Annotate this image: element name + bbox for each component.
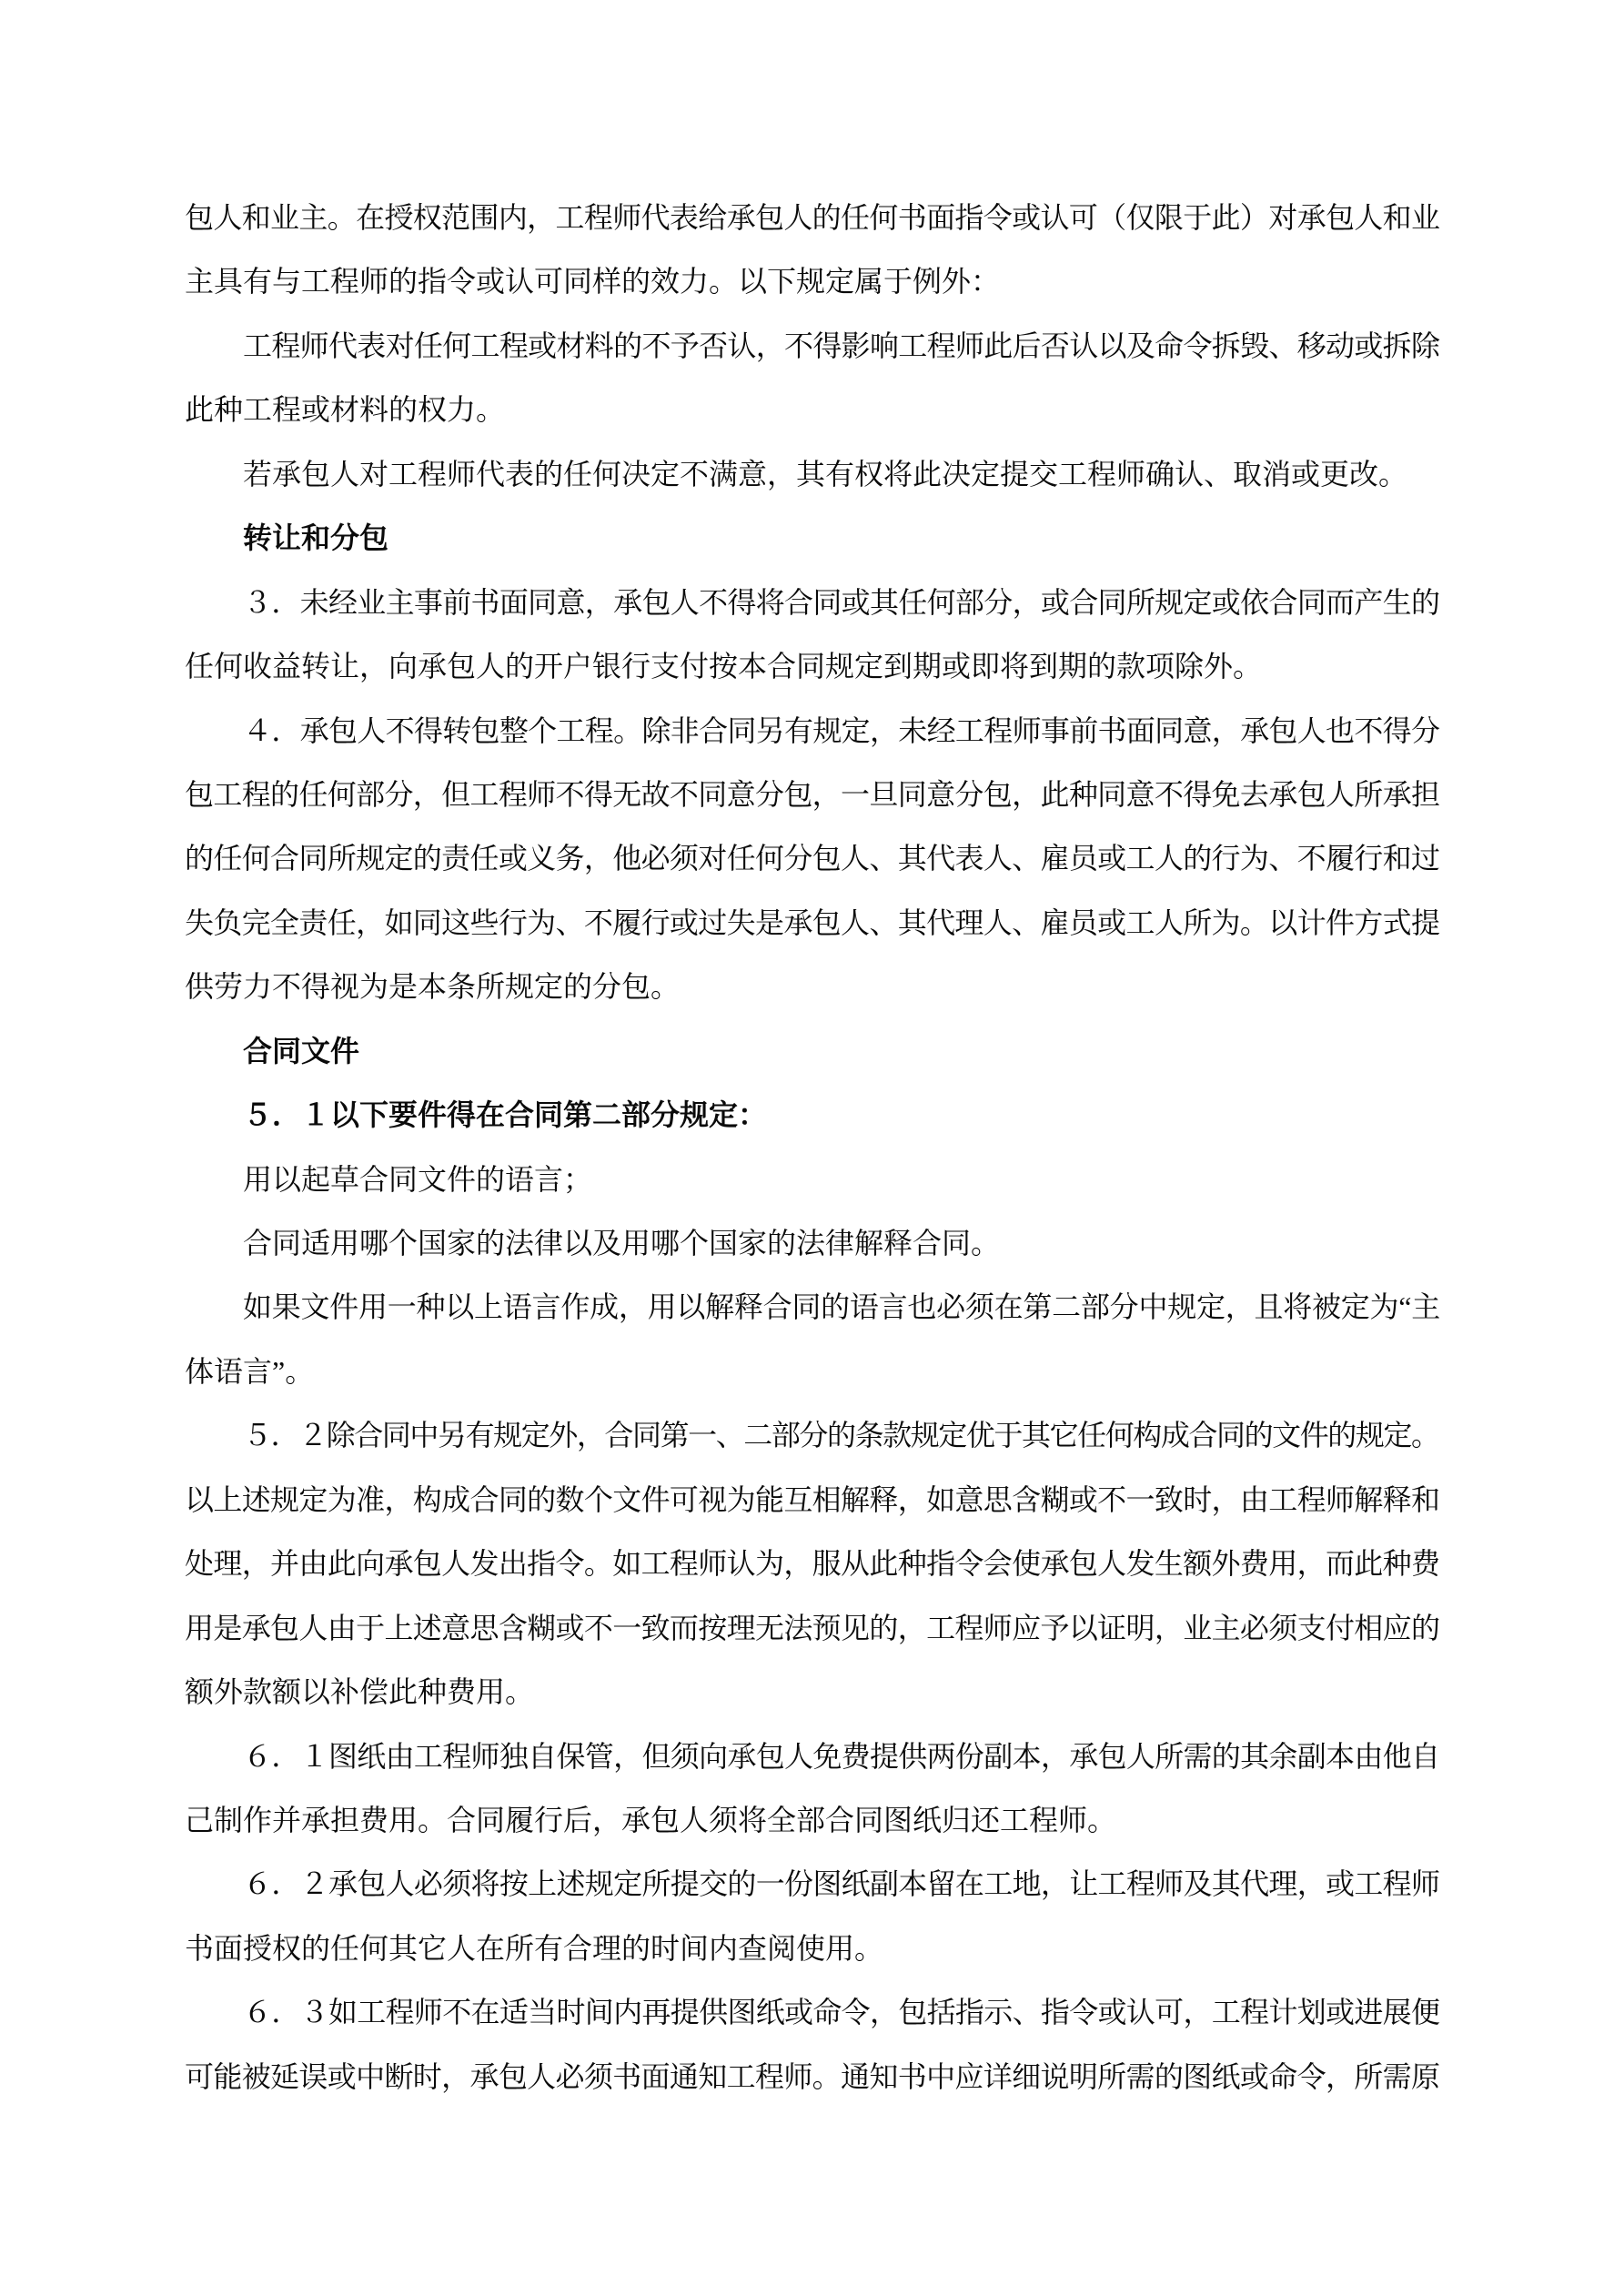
- text-line: [185, 1917, 1440, 1980]
- line-text: 合同适用哪个国家的法律以及用哪个国家的法律解释合同。: [243, 1227, 1001, 1259]
- line-text: 合同文件: [243, 1034, 360, 1067]
- text-line: [185, 378, 1440, 441]
- text-line: [185, 1468, 1440, 1532]
- text-line: [185, 1660, 1440, 1724]
- text-line: [185, 1403, 1440, 1467]
- text-line: [185, 1211, 1440, 1275]
- line-text: 转让和分包: [243, 521, 389, 555]
- text-line: [185, 1980, 1440, 2044]
- heading-line: [185, 1019, 1440, 1083]
- line-text: 体语言”。: [185, 1354, 315, 1388]
- text-line: [185, 1340, 1440, 1403]
- text-line: [185, 186, 1440, 249]
- text-line: [185, 2045, 1440, 2109]
- line-text: 处理，并由此向承包人发出指令。如工程师认为，服从此种指令会使承包人发生额外费用，而此种费: [185, 1547, 1440, 1581]
- line-text: 供劳力不得视为是本条所规定的分包。: [185, 970, 681, 1004]
- line-text: 用是承包人由于上述意思含糊或不一致而按理无法预见的，工程师应予以证明，业主必须支付相应的: [185, 1611, 1440, 1644]
- line-text: 任何收益转让，向承包人的开户银行支付按本合同规定到期或即将到期的款项除外。: [185, 650, 1263, 683]
- text-line: [185, 571, 1440, 634]
- text-line: [185, 314, 1440, 378]
- text-line: [185, 955, 1440, 1018]
- line-text: 包工程的任何部分，但工程师不得无故不同意分包，一旦同意分包，此种同意不得免去承包人所承担: [185, 777, 1440, 811]
- text-line: [185, 699, 1440, 763]
- line-text: ５．２除合同中另有规定外，合同第一、二部分的条款规定优于其它任何构成合同的文件的规定。: [243, 1419, 1439, 1452]
- line-text: ３．未经业主事前书面同意，承包人不得将合同或其任何部分，或合同所规定或依合同而产生的: [243, 585, 1440, 619]
- text-line: [185, 826, 1440, 890]
- line-text: 若承包人对工程师代表的任何决定不满意，其有权将此决定提交工程师确认、取消或更改。: [243, 457, 1408, 491]
- line-text: 的任何合同所规定的责任或义务，他必须对任何分包人、其代表人、雇员或工人的行为、不履行和过: [185, 842, 1440, 875]
- line-text: ６．１图纸由工程师独自保管，但须向承包人免费提供两份副本，承包人所需的其余副本由他自: [243, 1739, 1440, 1773]
- line-text: 此种工程或材料的权力。: [185, 393, 506, 427]
- line-text: 用以起草合同文件的语言；: [243, 1162, 593, 1196]
- line-text: ４．承包人不得转包整个工程。除非合同另有规定，未经工程师事前书面同意，承包人也不得分: [243, 713, 1440, 747]
- heading-line: [185, 506, 1440, 570]
- text-line: [185, 1532, 1440, 1595]
- line-text: 己制作并承担费用。合同履行后，承包人须将全部合同图纸归还工程师。: [185, 1803, 1117, 1836]
- line-text: ６．３如工程师不在适当时间内再提供图纸或命令，包括指示、指令或认可，工程计划或进展便: [243, 1996, 1440, 2029]
- text-line: [185, 891, 1440, 955]
- line-text: 书面授权的任何其它人在所有合理的时间内查阅使用。: [185, 1931, 884, 1965]
- text-line: [185, 1596, 1440, 1660]
- text-line: [185, 1852, 1440, 1916]
- line-text: 主具有与工程师的指令或认可同样的效力。以下规定属于例外：: [185, 265, 1001, 298]
- line-text: 工程师代表对任何工程或材料的不予否认，不得影响工程师此后否认以及命令拆毁、移动或拆除: [243, 329, 1440, 362]
- line-text: 可能被延误或中断时，承包人必须书面通知工程师。通知书中应详细说明所需的图纸或命令，所需原: [185, 2059, 1440, 2093]
- text-line: [185, 1148, 1440, 1211]
- document-text-block: [185, 186, 1440, 2109]
- line-text: 如果文件用一种以上语言作成，用以解释合同的语言也必须在第二部分中规定，且将被定为“主: [243, 1290, 1440, 1324]
- heading-line: [185, 1083, 1440, 1147]
- text-line: [185, 1788, 1440, 1852]
- line-text: 以上述规定为准，构成合同的数个文件可视为能互相解释，如意思含糊或不一致时，由工程师解释和: [185, 1482, 1440, 1516]
- text-line: [185, 763, 1440, 826]
- text-line: [185, 1725, 1440, 1788]
- text-line: [185, 442, 1440, 506]
- line-text: 包人和业主。在授权范围内，工程师代表给承包人的任何书面指令或认可（仅限于此）对承包人和业: [185, 201, 1440, 234]
- text-line: [185, 634, 1440, 698]
- line-text: 额外款额以补偿此种费用。: [185, 1675, 535, 1709]
- text-line: [185, 249, 1440, 313]
- line-text: 失负完全责任，如同这些行为、不履行或过失是承包人、其代理人、雇员或工人所为。以计件方式提: [185, 905, 1440, 939]
- line-text: ５．１以下要件得在合同第二部分规定：: [243, 1098, 768, 1132]
- text-line: [185, 1275, 1440, 1339]
- line-text: ６．２承包人必须将按上述规定所提交的一份图纸副本留在工地，让工程师及其代理，或工程师: [243, 1867, 1440, 1901]
